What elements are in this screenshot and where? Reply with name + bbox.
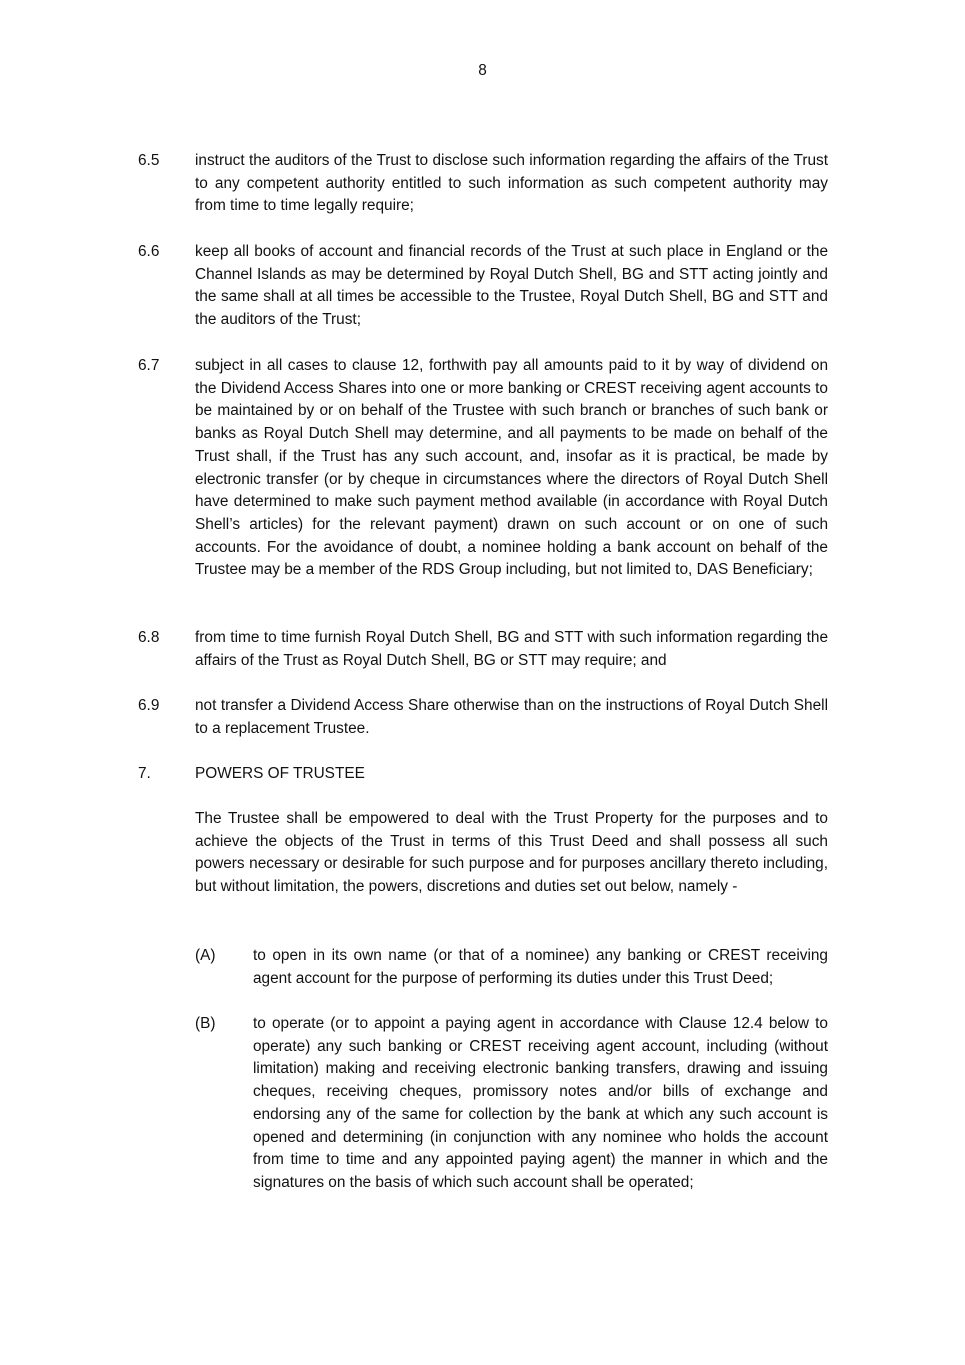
- clause-number: 6.9: [138, 697, 160, 714]
- clause-number: 6.8: [138, 629, 160, 646]
- clause-text: keep all books of account and financial records of the Trust at such place in England or the Channel Islands as may be determined by Royal Dutch Shell, BG and STT acting jointly and the same shall at all times be accessible to the Trustee, Royal Dutch Shell, BG and STT and the auditors of the Trust;: [195, 243, 828, 329]
- clause-text: instruct the auditors of the Trust to disclose such information regarding the affairs of the Trust to any competent authority entitled to such information as such competent authority may from time to time legally require;: [195, 152, 828, 215]
- clause-text: subject in all cases to clause 12, forthwith pay all amounts paid to it by way of dividend on the Dividend Access Shares into one or more banking or CREST receiving agent accounts to be maintained by or on behalf of the Trustee with such branch or branches of such bank or banks as Royal Dutch Shell may determine, and all payments to be made on behalf of the Trust shall, if the Trust has any such account, and, insofar as it is practical, be made by electronic transfer (or by cheque in circumstances where the directors of Royal Dutch Shell have determined to make such payment method available (in accordance with Royal Dutch Shell’s articles) for the relevant payment) drawn on such account or on one of such accounts. For the avoidance of doubt, a nominee holding a bank account on behalf of the Trustee may be a member of the RDS Group including, but not limited to, DAS Beneficiary;: [195, 357, 828, 579]
- clause-6-5: [138, 150, 828, 218]
- section-7-heading: [138, 763, 828, 786]
- sub-clause-text: to open in its own name (or that of a nominee) any banking or CREST receiving agent account for the purpose of performing its duties under this Trust Deed;: [253, 947, 828, 987]
- clause-number: 6.5: [138, 152, 160, 169]
- clause-6-9: [138, 695, 828, 740]
- sub-clause-a: [195, 945, 828, 990]
- clause-number: 6.6: [138, 243, 160, 260]
- section-7-intro: The Trustee shall be empowered to deal with the Trust Property for the purposes and to achieve the objects of the Trust in terms of this Trust Deed and shall possess all such powers necessary or desirable for such purpose and for purposes ancillary thereto including, but without limitation, the powers, discretions and duties set out below, namely -: [195, 810, 828, 896]
- sub-clause-number: (B): [195, 1015, 216, 1032]
- sub-clause-text: to operate (or to appoint a paying agent in accordance with Clause 12.4 below to operate) any such banking or CREST receiving agent account, including (without limitation) making and receiving electronic banking transfers, drawing and issuing cheques, receiving cheques, promissory notes and/or bills of exchange and endorsing any of the same for collection by the bank at which any such account is opened and determining (in conjunction with any nominee who holds the account from time to time and any appointed paying agent) the manner in which and the signatures on the basis of which such account shall be operated;: [253, 1015, 828, 1191]
- clause-6-8: [138, 627, 828, 672]
- sub-clause-b: [195, 1013, 828, 1195]
- sub-clause-number: (A): [195, 947, 216, 964]
- section-title: POWERS OF TRUSTEE: [195, 765, 365, 782]
- section-number: 7.: [138, 765, 151, 782]
- clause-6-7: [138, 355, 828, 582]
- page-number: 8: [478, 62, 487, 79]
- clause-text: from time to time furnish Royal Dutch Shell, BG and STT with such information regarding the affairs of the Trust as Royal Dutch Shell, BG or STT may require; and: [195, 629, 828, 669]
- clause-text: not transfer a Dividend Access Share otherwise than on the instructions of Royal Dutch Shell to a replacement Trustee.: [195, 697, 828, 737]
- clause-number: 6.7: [138, 357, 160, 374]
- clause-6-6: [138, 241, 828, 332]
